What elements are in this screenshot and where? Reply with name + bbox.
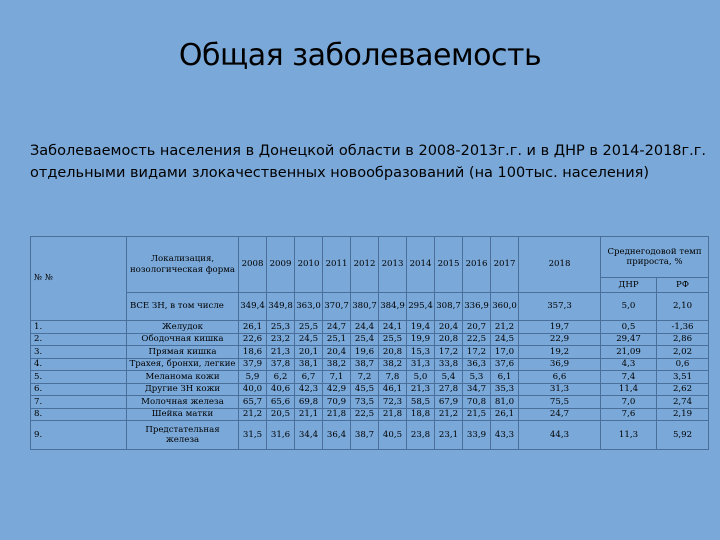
cell: 4. [31,358,127,371]
table-row [31,408,709,421]
row-label: ВСЕ ЗН, в том числе [127,293,239,321]
cell: 19,7 [519,321,601,334]
cell: 2,86 [657,333,709,346]
cell: 70,9 [323,396,351,409]
year-header: 2016 [463,237,491,293]
cell: 22,6 [239,333,267,346]
cell: 29,47 [601,333,657,346]
cell: 21,3 [267,346,295,359]
cell: 20,4 [323,346,351,359]
cell: 11,4 [601,383,657,396]
cell: 19,2 [519,346,601,359]
cell: 21,5 [463,408,491,421]
cell: 349,8 [267,293,295,321]
cell: 24,4 [351,321,379,334]
number-column-header: № № [31,237,127,321]
cell: 20,8 [379,346,407,359]
cell: 7,2 [351,371,379,384]
cell: 9. [31,421,127,450]
cell: 37,6 [491,358,519,371]
cell: 42,9 [323,383,351,396]
cell: 42,3 [295,383,323,396]
cell: 5,4 [435,371,463,384]
cell: 67,9 [435,396,463,409]
avg-dnr-header: ДНР [601,278,657,293]
cell: Меланома кожи [127,371,239,384]
cell: Молочная железа [127,396,239,409]
cell: 6. [31,383,127,396]
cell: 36,3 [463,358,491,371]
cell: 31,5 [239,421,267,450]
cell: 65,6 [267,396,295,409]
cell: 21,2 [491,321,519,334]
cell: 23,2 [267,333,295,346]
cell: 17,0 [491,346,519,359]
cell: Ободочная кишка [127,333,239,346]
cell: 20,8 [435,333,463,346]
cell: 37,9 [239,358,267,371]
cell: 22,5 [351,408,379,421]
cell: 308,7 [435,293,463,321]
cell: 23,1 [435,421,463,450]
cell: 295,4 [407,293,435,321]
cell: 5,0 [601,293,657,321]
cell: 24,5 [491,333,519,346]
cell: 19,6 [351,346,379,359]
cell: 34,7 [463,383,491,396]
cell: 34,4 [295,421,323,450]
cell: 20,1 [295,346,323,359]
year-header: 2015 [435,237,463,293]
page-title: Общая заболеваемость [178,38,542,73]
year-header: 2017 [491,237,519,293]
cell: 81,0 [491,396,519,409]
cell: 6,2 [267,371,295,384]
table-row [31,396,709,409]
cell: 46,1 [379,383,407,396]
cell: 22,9 [519,333,601,346]
cell: 19,4 [407,321,435,334]
cell: 8. [31,408,127,421]
cell: 380,7 [351,293,379,321]
cell: 17,2 [435,346,463,359]
cell: 15,3 [407,346,435,359]
year-header: 2018 [519,237,601,293]
table-row [31,383,709,396]
cell: 27,8 [435,383,463,396]
cell: 38,7 [351,358,379,371]
cell: 31,6 [267,421,295,450]
cell: 21,8 [379,408,407,421]
cell: 25,5 [379,333,407,346]
cell: 40,0 [239,383,267,396]
cell: Другие ЗН кожи [127,383,239,396]
cell: 65,7 [239,396,267,409]
cell: 2,10 [657,293,709,321]
cell: 357,3 [519,293,601,321]
cell: 11,3 [601,421,657,450]
cell: 2,02 [657,346,709,359]
cell: 24,7 [323,321,351,334]
cell: 45,5 [351,383,379,396]
table-row [31,358,709,371]
cell: 38,1 [295,358,323,371]
cell: 33,8 [435,358,463,371]
cell: 6,7 [295,371,323,384]
cell: 363,0 [295,293,323,321]
cell: 20,7 [463,321,491,334]
cell: Шейка матки [127,408,239,421]
localization-column-header: Локализация, нозологическая форма [127,237,239,293]
cell: 7,8 [379,371,407,384]
cell: 21,2 [435,408,463,421]
cell: 0,6 [657,358,709,371]
cell: 2,19 [657,408,709,421]
cell: 7,0 [601,396,657,409]
cell: 0,5 [601,321,657,334]
cell: Трахея, бронхи, легкие [127,358,239,371]
avg-growth-header: Среднегодовой темп прироста, % [601,237,709,278]
cell: 33,9 [463,421,491,450]
cell: 43,3 [491,421,519,450]
cell: 36,4 [323,421,351,450]
year-header: 2012 [351,237,379,293]
cell: 24,1 [379,321,407,334]
cell: 18,6 [239,346,267,359]
cell: 35,3 [491,383,519,396]
cell: 44,3 [519,421,601,450]
cell: 40,5 [379,421,407,450]
cell: 38,2 [323,358,351,371]
cell: 1. [31,321,127,334]
cell: 40,6 [267,383,295,396]
cell: 72,3 [379,396,407,409]
cell: 23,8 [407,421,435,450]
cell: 21,09 [601,346,657,359]
cell: 5. [31,371,127,384]
cell: 6,1 [491,371,519,384]
year-header: 2009 [267,237,295,293]
year-header: 2010 [295,237,323,293]
cell: 31,3 [407,358,435,371]
year-header: 2014 [407,237,435,293]
cell: 69,8 [295,396,323,409]
cell: Прямая кишка [127,346,239,359]
cell: 2,62 [657,383,709,396]
table-row [31,371,709,384]
table-row [31,321,709,334]
cell: 7,6 [601,408,657,421]
cell: 58,5 [407,396,435,409]
cell: 37,8 [267,358,295,371]
cell: 22,5 [463,333,491,346]
cell: Предстательная железа [127,421,239,450]
table-row [31,421,709,450]
cell: 21,3 [407,383,435,396]
cell: 24,7 [519,408,601,421]
cell: 38,7 [351,421,379,450]
cell: 20,4 [435,321,463,334]
cell: 6,6 [519,371,601,384]
cell: 25,5 [295,321,323,334]
cell: 5,0 [407,371,435,384]
cell: 24,5 [295,333,323,346]
cell: 5,3 [463,371,491,384]
cell: 25,1 [323,333,351,346]
cell: 384,9 [379,293,407,321]
cell: 31,3 [519,383,601,396]
cell: 336,9 [463,293,491,321]
cell: 7,1 [323,371,351,384]
cell: 26,1 [239,321,267,334]
year-header: 2013 [379,237,407,293]
avg-rf-header: РФ [657,278,709,293]
cell: 25,4 [351,333,379,346]
incidence-table [30,236,709,450]
cell: 7,4 [601,371,657,384]
cell: 70,8 [463,396,491,409]
cell: 21,8 [323,408,351,421]
cell: 2,74 [657,396,709,409]
cell: 360,0 [491,293,519,321]
cell: 21,2 [239,408,267,421]
cell: 75,5 [519,396,601,409]
cell: 73,5 [351,396,379,409]
table-caption: Заболеваемость населения в Донецкой области в 2008-2013г.г. и в ДНР в 2014-2018г.г. отдельными видами злокачественных новообразований (на 100тыс. населения) [30,143,706,181]
cell: 7. [31,396,127,409]
cell: 20,5 [267,408,295,421]
table-row [31,346,709,359]
cell: 19,9 [407,333,435,346]
cell: 17,2 [463,346,491,359]
cell: 4,3 [601,358,657,371]
cell: -1,36 [657,321,709,334]
total-row [31,293,709,321]
cell: 5,92 [657,421,709,450]
cell: 38,2 [379,358,407,371]
cell: 5,9 [239,371,267,384]
year-header: 2011 [323,237,351,293]
cell: 18,8 [407,408,435,421]
cell: 3,51 [657,371,709,384]
header-row [31,237,709,278]
cell: 370,7 [323,293,351,321]
cell: 2. [31,333,127,346]
cell: 36,9 [519,358,601,371]
cell: 25,3 [267,321,295,334]
cell: Желудок [127,321,239,334]
year-header: 2008 [239,237,267,293]
cell: 3. [31,346,127,359]
table-row [31,333,709,346]
cell: 21,1 [295,408,323,421]
cell: 26,1 [491,408,519,421]
cell: 349,4 [239,293,267,321]
